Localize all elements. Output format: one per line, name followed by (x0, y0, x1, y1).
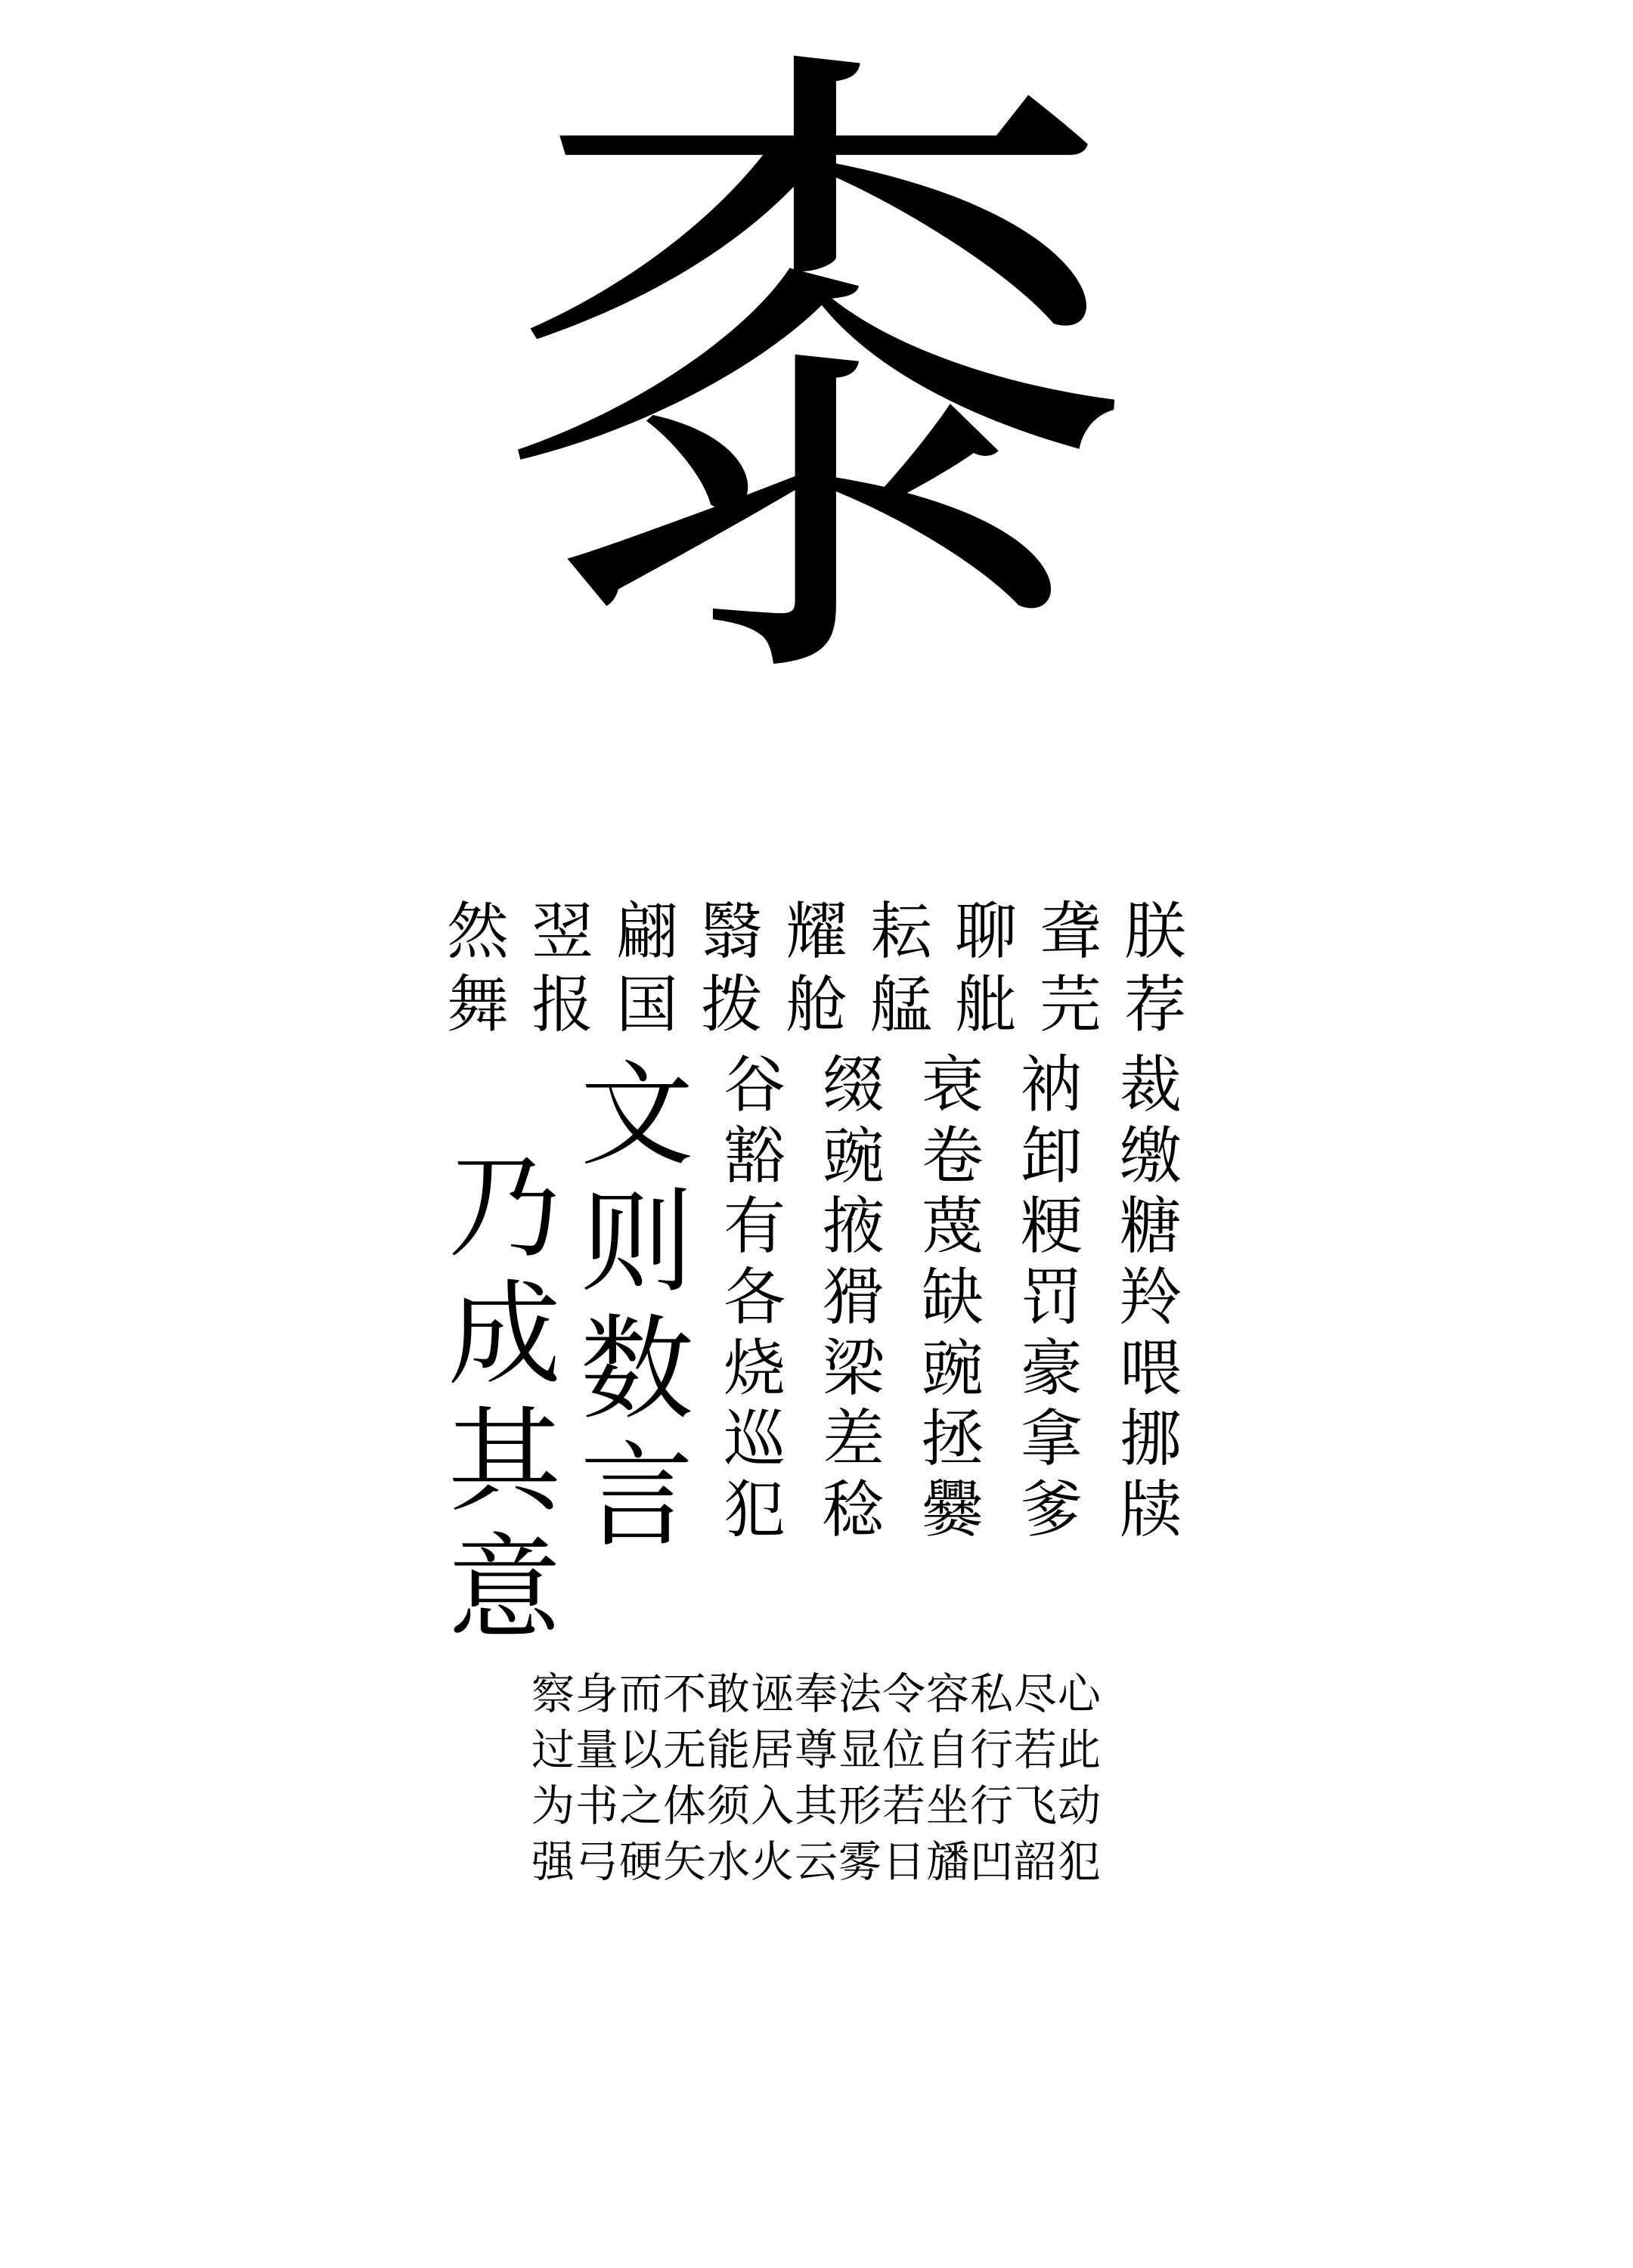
glyph-cell: 牍 (1119, 1474, 1182, 1547)
hero-display-character: 桼 (490, 0, 1143, 771)
glyph-cell: 耘 (869, 896, 932, 968)
big-column-right (571, 1049, 703, 1563)
paragraph-line: 为书之体须入其形若坐行飞动 (531, 1781, 1102, 1831)
glyph-cell: 聋 (1039, 896, 1102, 968)
small-glyph-grid (711, 1049, 1195, 1548)
glyph-cell: 豌 (822, 1120, 885, 1192)
paragraph-block (435, 1666, 1198, 1890)
glyph-cell: 稔 (822, 1474, 885, 1547)
glyph-cell: 梁 (822, 1332, 885, 1405)
big-glyph: 成 (448, 1269, 562, 1401)
glyph-cell: 舭 (954, 968, 1017, 1041)
glyph-cell: 翳 (700, 896, 763, 968)
big-glyph: 言 (580, 1430, 694, 1563)
glyph-cell: 糖 (1119, 1191, 1182, 1263)
glyph-cell: 然 (446, 896, 509, 968)
glyph-cell: 卸 (1020, 1120, 1083, 1192)
specimen-row-small (711, 1474, 1195, 1547)
glyph-cell: 拯 (921, 1403, 984, 1476)
specimen-row-small (711, 1332, 1195, 1405)
glyph-cell: 有 (723, 1191, 786, 1263)
specimen-row-small (711, 1191, 1195, 1263)
glyph-cell: 豪 (1020, 1332, 1083, 1405)
big-glyph: 则 (580, 1176, 694, 1309)
glyph-cell: 蔑 (921, 1191, 984, 1263)
glyph-cell: 谷 (723, 1049, 786, 1121)
glyph-cell: 爹 (1020, 1474, 1083, 1547)
specimen-row-small (711, 1262, 1195, 1334)
specimen-block (423, 896, 1210, 1890)
glyph-cell: 耀 (785, 896, 847, 968)
big-glyph: 数 (580, 1303, 694, 1436)
big-glyph: 其 (448, 1396, 562, 1528)
hero-glyph-container (0, 0, 1633, 771)
specimen-row-small (711, 1049, 1195, 1121)
glyph-cell: 烧 (723, 1332, 786, 1405)
glyph-cell: 拨 (700, 968, 763, 1041)
glyph-cell: 翌 (531, 896, 593, 968)
glyph-cell: 豌 (921, 1332, 984, 1405)
glyph-cell: 缺 (921, 1262, 984, 1334)
glyph-cell: 羚 (1119, 1262, 1182, 1334)
glyph-cell: 聊 (954, 896, 1017, 968)
glyph-cell: 拿 (1020, 1403, 1083, 1476)
glyph-cell: 衲 (1020, 1049, 1083, 1121)
glyph-cell: 艋 (869, 968, 932, 1041)
specimen-row-small (711, 1120, 1195, 1192)
glyph-cell: 缀 (822, 1049, 885, 1121)
glyph-cell: 报 (531, 968, 593, 1041)
paragraph-line: 察身而不敢诬奉法令容私尽心 (531, 1668, 1102, 1719)
glyph-cell: 舱 (785, 968, 847, 1041)
glyph-cell: 国 (615, 968, 678, 1041)
specimen-row-small (711, 1403, 1195, 1476)
glyph-cell: 豁 (723, 1120, 786, 1192)
glyph-cell: 粳 (1020, 1191, 1083, 1263)
paragraph-line: 强弓硬矢水火云雾日旙凹韶犯 (531, 1837, 1102, 1888)
glyph-cell: 翩 (615, 896, 678, 968)
glyph-cell: 犯 (723, 1474, 786, 1547)
glyph-cell: 朕 (1123, 896, 1186, 968)
glyph-cell: 掖 (822, 1191, 885, 1263)
glyph-cell: 各 (723, 1262, 786, 1334)
specimen-row-wide (438, 896, 1195, 968)
big-column-left (438, 1052, 571, 1653)
big-glyph: 文 (580, 1049, 694, 1182)
glyph-cell: 爨 (921, 1474, 984, 1547)
glyph-cell: 裁 (1119, 1049, 1182, 1121)
specimen-row-wide (438, 968, 1195, 1041)
glyph-cell: 卷 (921, 1120, 984, 1192)
glyph-cell: 罚 (1020, 1262, 1083, 1334)
glyph-cell: 缴 (1119, 1120, 1182, 1192)
big-glyph: 乃 (448, 1142, 562, 1274)
glyph-cell: 荐 (1123, 968, 1186, 1041)
glyph-cell: 挪 (1119, 1403, 1182, 1476)
glyph-cell: 差 (822, 1403, 885, 1476)
big-glyph: 意 (448, 1523, 562, 1655)
middle-composite (438, 1049, 1195, 1655)
glyph-cell: 衰 (921, 1049, 984, 1121)
glyph-cell: 巡 (723, 1403, 786, 1476)
glyph-cell: 喂 (1119, 1332, 1182, 1405)
glyph-cell: 猾 (822, 1262, 885, 1334)
glyph-cell: 舞 (446, 968, 509, 1041)
paragraph-line: 过量以无能居尊显位自行若此 (531, 1724, 1102, 1775)
glyph-cell: 芫 (1039, 968, 1102, 1041)
